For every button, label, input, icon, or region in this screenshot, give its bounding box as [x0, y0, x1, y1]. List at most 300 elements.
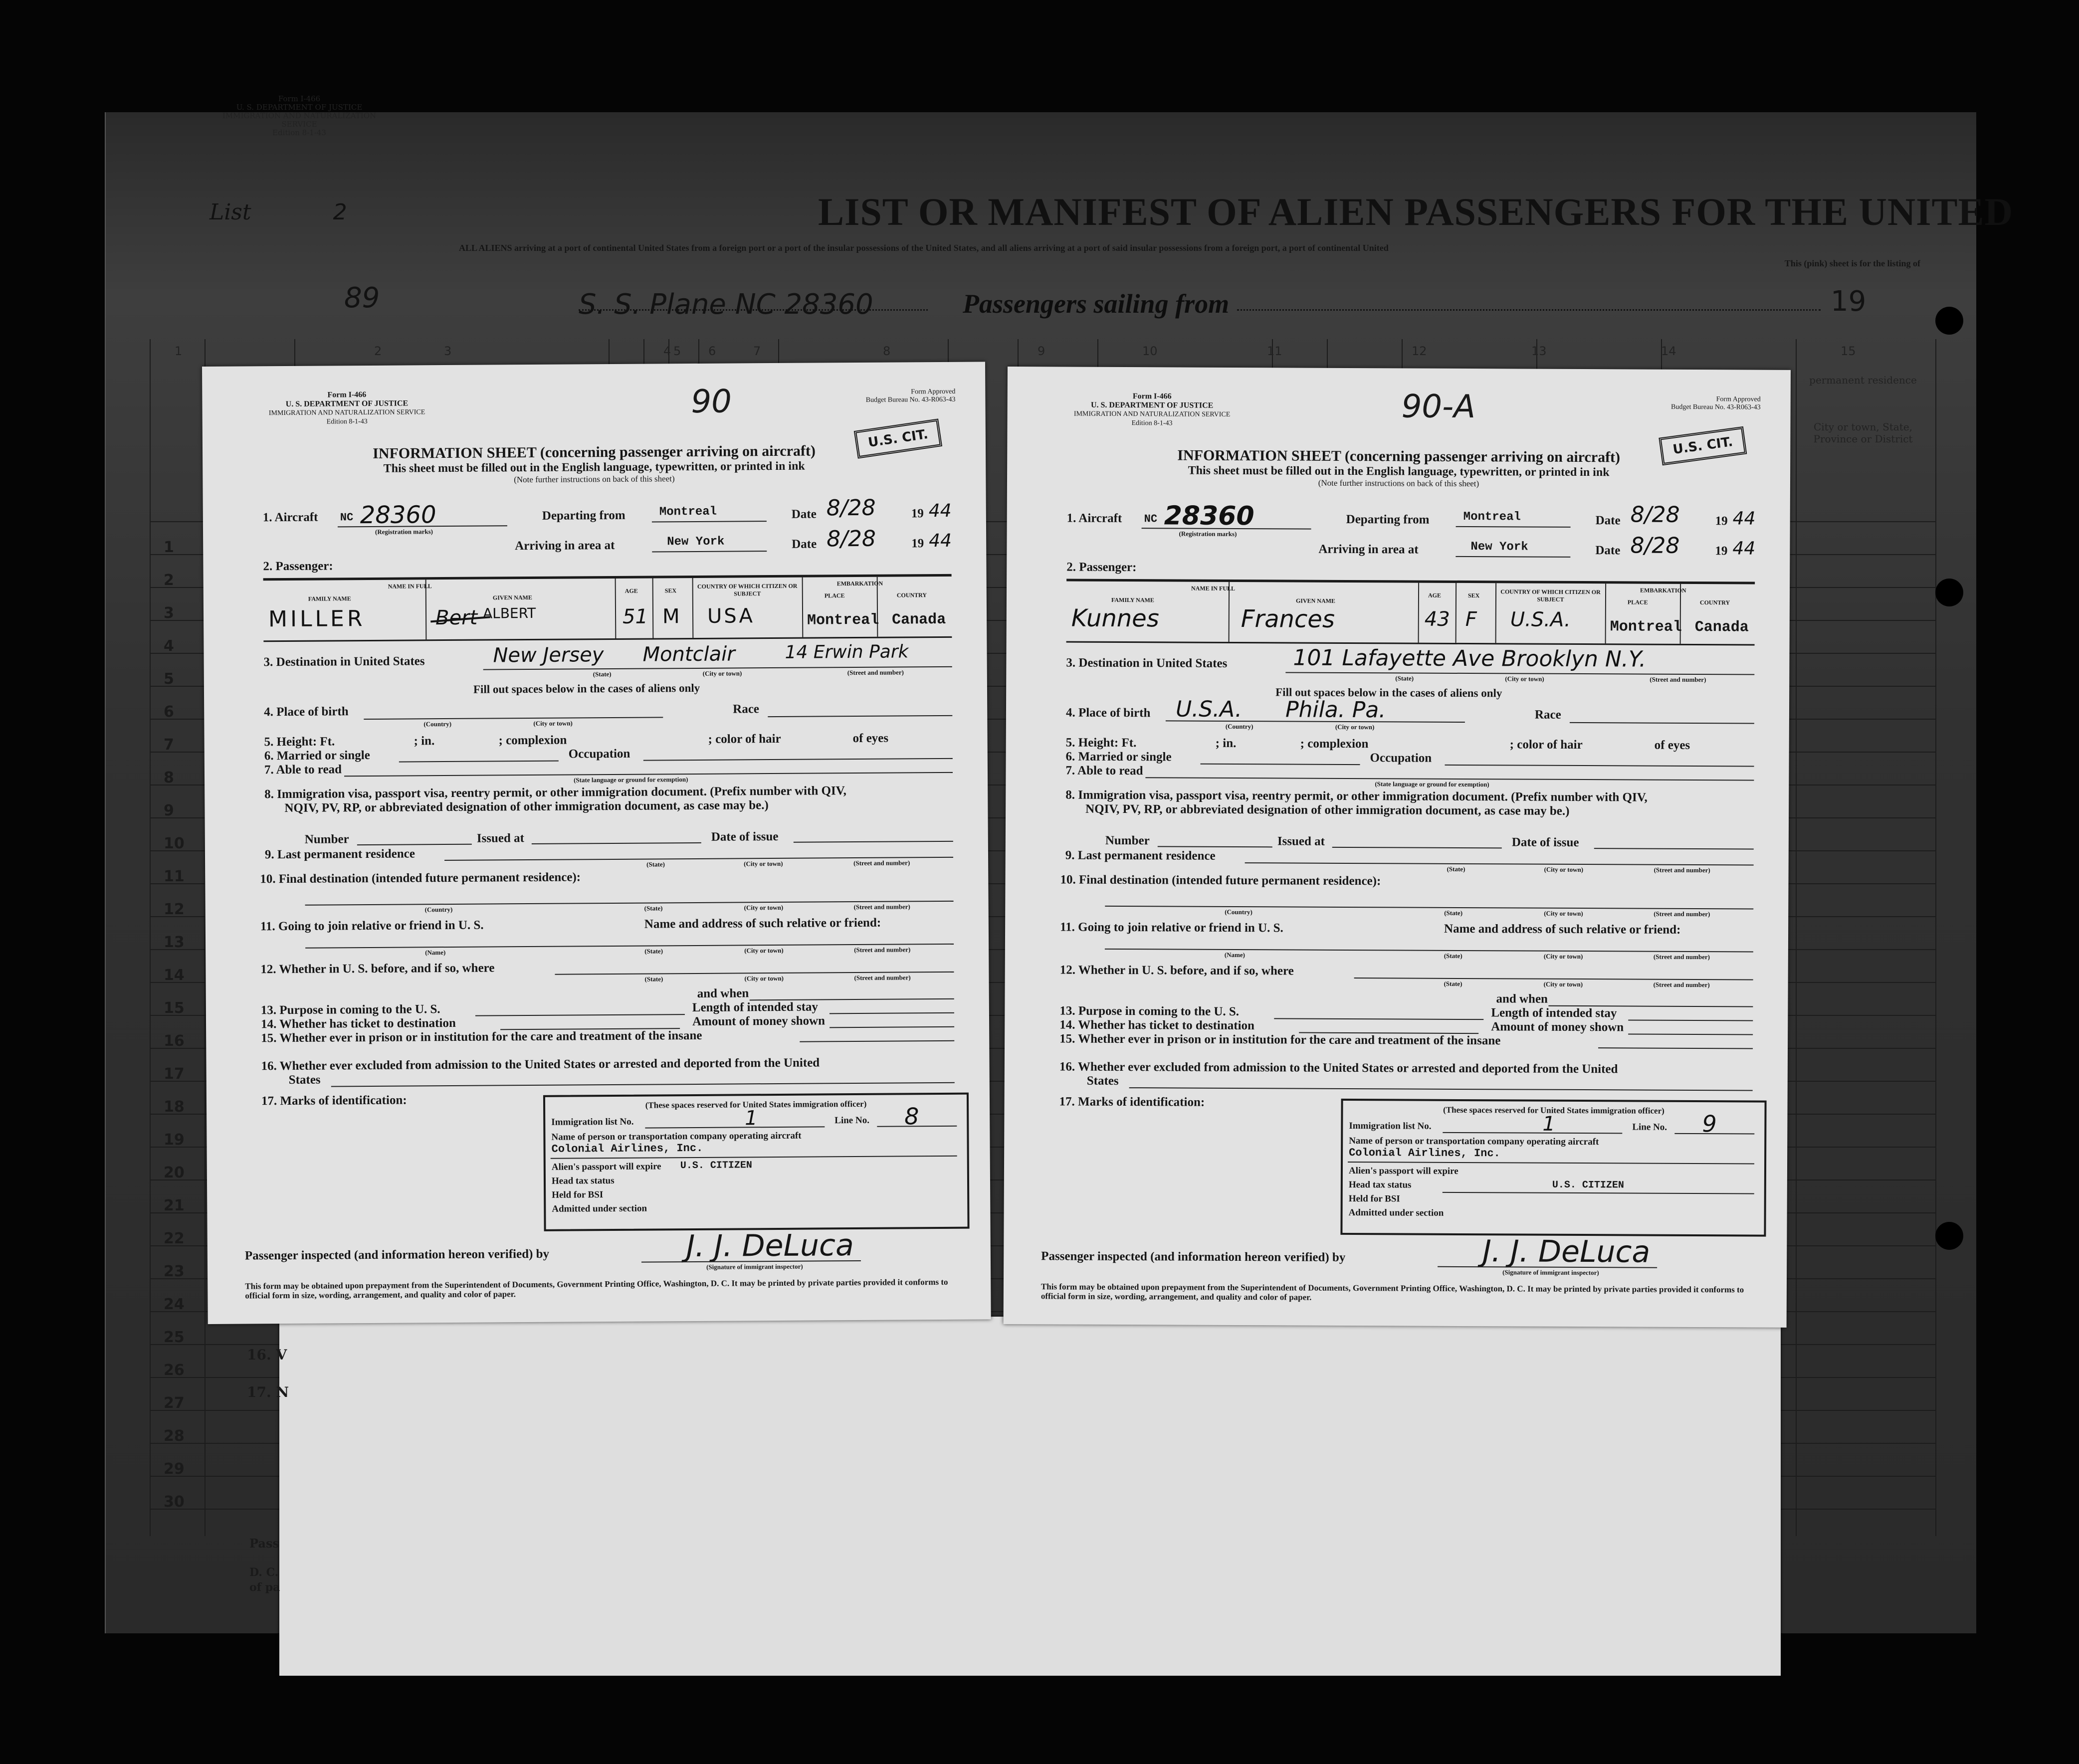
- form-id: [1057, 392, 1247, 428]
- manifest-column-number: 1: [175, 344, 183, 358]
- family-name: Kunnes: [1071, 604, 1159, 633]
- excluded-underline: [331, 1082, 955, 1087]
- head-tax-label: Head tax status: [551, 1175, 615, 1186]
- country-citizen-header: COUNTRY OF WHICH CITIZEN OR SUBJECT: [697, 582, 798, 597]
- city-caption: (City or town): [533, 719, 573, 727]
- manifest-row-number: 27: [164, 1394, 185, 1412]
- head-tax-label: Head tax status: [1348, 1179, 1412, 1190]
- place-header: PLACE: [824, 592, 845, 599]
- citizen-stamp: U.S. CIT.: [854, 418, 942, 458]
- read-label: 7. Able to read: [1065, 764, 1143, 778]
- aircraft-registration: 28360: [360, 501, 436, 530]
- street-caption: (Street and number): [853, 859, 910, 867]
- country-caption: (Country): [1225, 908, 1252, 916]
- city-caption: (City or town): [1544, 865, 1584, 874]
- grid-line: [150, 339, 151, 1536]
- manifest-sailing-label: Passengers sailing from: [963, 289, 1230, 319]
- immigration-list-value: 1: [1542, 1112, 1555, 1136]
- manifest-column-number: 12: [1412, 344, 1427, 358]
- registration-caption: (Registration marks): [1179, 530, 1237, 538]
- underlying-item-16: 16. V: [247, 1347, 287, 1363]
- form-number: Form I-466: [327, 390, 367, 399]
- grid-line: [1935, 339, 1936, 1536]
- manifest-title: LIST OR MANIFEST OF ALIEN PASSENGERS FOR THE UNITED: [818, 190, 2013, 233]
- name-caption: (Name): [425, 949, 446, 957]
- complexion-label: ; complexion: [1300, 737, 1369, 751]
- language-caption: (State language or ground for exemption): [1375, 780, 1489, 788]
- service: IMMIGRATION AND NATURALIZATION SERVICE: [1073, 410, 1231, 418]
- hair-label: ; color of hair: [1509, 738, 1583, 752]
- table-divider: [1455, 583, 1457, 643]
- form-title: INFORMATION SHEET (concerning passenger arriving on aircraft): [1177, 447, 1621, 466]
- and-when-label: and when: [697, 986, 749, 1000]
- manifest-row-number: 2: [164, 572, 174, 589]
- city-caption: (City or town): [744, 974, 784, 982]
- arriving-label: Arriving in area at: [1318, 542, 1419, 557]
- passport-expire-label: Alien's passport will expire: [1348, 1165, 1458, 1176]
- birth-city: Phila. Pa.: [1285, 697, 1386, 723]
- passenger-label: 2. Passenger:: [1066, 560, 1137, 575]
- arrival-year-prefix: 19: [911, 537, 924, 551]
- immigration-list-label: Immigration list No.: [551, 1116, 634, 1128]
- city-caption: (City or town): [1544, 909, 1583, 918]
- married-underline: [1201, 764, 1360, 765]
- street-caption: (Street and number): [854, 974, 911, 982]
- operator-company: Colonial Airlines, Inc.: [551, 1142, 703, 1156]
- service: IMMIGRATION AND NATURALIZATION SERVICE: [268, 408, 425, 417]
- department: U. S. DEPARTMENT OF JUSTICE: [285, 399, 409, 408]
- punch-hole: [1935, 579, 1963, 606]
- manifest-row-number: 26: [164, 1362, 185, 1379]
- previous-visit-underline: [1354, 978, 1753, 980]
- excluded-underline: [1129, 1087, 1753, 1091]
- passenger-label: 2. Passenger:: [263, 559, 333, 574]
- previous-visit-label: 12. Whether in U. S. before, and if so, where: [260, 961, 495, 977]
- departing-label: Departing from: [542, 508, 625, 523]
- manifest-row-number: 3: [164, 604, 174, 622]
- manifest-row-number: 12: [164, 901, 185, 918]
- prison-underline: [800, 1040, 954, 1042]
- last-residence-label: 9. Last permanent residence: [1065, 848, 1216, 863]
- officer-box-header: (These spaces reserved for United States immigration officer): [1443, 1105, 1664, 1116]
- admitted-label: Admitted under section: [1348, 1207, 1444, 1218]
- departure-date: 8/28: [1630, 502, 1680, 528]
- sex-value: F: [1465, 608, 1477, 631]
- issued-at-label: Issued at: [476, 831, 525, 845]
- city-caption: (City or town): [744, 859, 783, 868]
- street-caption: (Street and number): [854, 946, 911, 954]
- manifest-column-number: 7: [753, 344, 761, 358]
- manifest-row-number: 5: [164, 670, 174, 688]
- age-header: AGE: [624, 587, 638, 594]
- final-destination-label: 10. Final destination (intended future permanent residence):: [1060, 873, 1381, 888]
- form-subtitle: This sheet must be filled out in the English language, typewritten, or printed in ink: [1188, 464, 1610, 479]
- birth-country: U.S.A.: [1175, 696, 1243, 723]
- birthplace-label: 4. Place of birth: [264, 705, 349, 719]
- previous-visit-label: 12. Whether in U. S. before, and if so, where: [1059, 963, 1294, 978]
- prison-label: 15. Whether ever in prison or in institution for the care and treatment of the insane: [261, 1028, 702, 1045]
- table-divider: [652, 578, 654, 638]
- state-caption: (State): [644, 904, 663, 912]
- date-issue-underline: [794, 841, 953, 843]
- state-caption: (State): [1444, 952, 1462, 960]
- manifest-row-number: 11: [164, 868, 185, 885]
- bsi-label: Held for BSI: [1348, 1193, 1400, 1204]
- manifest-column-number: 3: [444, 344, 452, 358]
- age-value: 43: [1424, 607, 1450, 631]
- aircraft-registration: 28360: [1164, 501, 1254, 532]
- hair-label: ; color of hair: [708, 732, 781, 746]
- departing-label: Departing from: [1346, 512, 1430, 527]
- prison-label: 15. Whether ever in prison or in institution for the care and treatment of the insane: [1059, 1032, 1501, 1048]
- manifest-row-number: 8: [164, 769, 174, 786]
- budget-bureau-number: Budget Bureau No. 43-R063-43: [1670, 403, 1761, 411]
- final-destination-underline: [1105, 906, 1753, 910]
- country-citizen-header: COUNTRY OF WHICH CITIZEN OR SUBJECT: [1500, 588, 1601, 603]
- manifest-list-label: List: [209, 199, 251, 225]
- underlying-paper-fragment: of pa: [249, 1581, 280, 1594]
- occupation-underline: [1445, 765, 1754, 767]
- operator-label: Name of person or transportation company operating aircraft: [1349, 1136, 1599, 1148]
- approved-label: Form Approved: [1716, 395, 1761, 403]
- purpose-label: 13. Purpose in coming to the U. S.: [260, 1002, 440, 1017]
- eyes-label: of eyes: [1654, 738, 1690, 752]
- ticket-label: 14. Whether has ticket to destination: [1059, 1018, 1255, 1033]
- given-name: ALBERT: [482, 604, 536, 622]
- occupation-label: Occupation: [1370, 751, 1432, 765]
- head-tax-underline: [1443, 1192, 1754, 1194]
- given-name-struck: Bert: [435, 606, 478, 630]
- married-label: 6. Married or single: [1065, 750, 1172, 764]
- city-caption: (City or town): [1543, 952, 1583, 961]
- length-stay-underline: [1628, 1019, 1753, 1021]
- operator-company: Colonial Airlines, Inc.: [1349, 1147, 1500, 1160]
- information-sheet-left: [202, 362, 991, 1324]
- manifest-column-number: 11: [1267, 344, 1282, 358]
- occupation-underline: [643, 758, 953, 761]
- relative-address-label: Name and address of such relative or friend:: [1444, 922, 1681, 937]
- underlying-form-sheet: [247, 1317, 1781, 1676]
- purpose-underline: [475, 1014, 685, 1016]
- manifest-row-number: 14: [164, 967, 185, 984]
- length-stay-label: Length of intended stay: [1491, 1006, 1617, 1020]
- state-caption: (State): [644, 947, 663, 955]
- prison-underline: [1598, 1047, 1753, 1049]
- number-label: Number: [304, 832, 349, 846]
- aircraft-label: 1. Aircraft: [1066, 511, 1122, 526]
- date-issue-label: Date of issue: [711, 829, 779, 844]
- table-divider: [263, 581, 264, 640]
- manifest-row-number: 29: [164, 1460, 185, 1478]
- manifest-row-number: 1: [164, 539, 174, 556]
- name-in-full-header: NAME IN FULL: [1191, 585, 1236, 592]
- city-caption: (City or town): [1335, 723, 1375, 731]
- state-caption: (State): [1395, 674, 1414, 682]
- manifest-service: IMMIGRATION AND NATURALIZATION SERVICE: [222, 111, 377, 129]
- marks-label: 17. Marks of identification:: [261, 1093, 407, 1108]
- embarkation-country: Canada: [1694, 619, 1749, 636]
- sex-header: SEX: [664, 587, 677, 594]
- manifest-form-number: Form I-466: [278, 94, 321, 103]
- manifest-row-number: 15: [164, 999, 185, 1017]
- embarkation-header: EMBARKATION: [1640, 587, 1686, 594]
- form-note: (Note further instructions on back of this sheet): [1318, 478, 1479, 489]
- relative-underline: [1105, 949, 1753, 953]
- edition: Edition 8-1-43: [1131, 419, 1173, 427]
- manifest-column-number: 2: [374, 344, 382, 358]
- date-issue-label: Date of issue: [1511, 835, 1579, 850]
- manifest-row-number: 25: [164, 1329, 185, 1346]
- manifest-edition: Edition 8-1-43: [272, 128, 326, 137]
- relative-address-label: Name and address of such relative or friend:: [644, 916, 881, 931]
- name-caption: (Name): [1224, 951, 1246, 959]
- manifest-row-number: 24: [164, 1296, 185, 1313]
- signature-caption: (Signature of immigrant inspector): [706, 1262, 803, 1271]
- manifest-row-number: 18: [164, 1098, 185, 1116]
- manifest-row-number: 30: [164, 1493, 185, 1511]
- table-divider: [1495, 583, 1497, 643]
- aliens-only-note: Fill out spaces below in the cases of aliens only: [473, 681, 700, 696]
- aircraft-prefix: NC: [1144, 513, 1158, 526]
- document-line-b: NQIV, PV, RP, or abbreviated designation of other immigration document, as case may be.): [284, 798, 769, 815]
- family-name: MILLER: [268, 606, 366, 632]
- table-divider: [1418, 583, 1420, 643]
- manifest-city-state-label: City or town, State, Province or District: [1813, 421, 1913, 445]
- manifest-row-number: 22: [164, 1230, 185, 1247]
- manifest-form-header: [209, 95, 389, 137]
- date-label: Date: [1595, 514, 1621, 528]
- passenger-table: [263, 574, 952, 642]
- departure-year-prefix: 19: [911, 507, 924, 521]
- family-name-header: FAMILY NAME: [308, 595, 351, 602]
- underlying-item-17: 17. N: [247, 1384, 289, 1400]
- immigration-list-label: Immigration list No.: [1349, 1121, 1432, 1132]
- form-approved: [1596, 395, 1761, 411]
- issued-at-label: Issued at: [1277, 834, 1325, 848]
- registration-caption: (Registration marks): [375, 528, 433, 536]
- city-caption: (City or town): [702, 669, 742, 677]
- ticket-label: 14. Whether has ticket to destination: [260, 1016, 456, 1031]
- manifest-row-number: 4: [164, 637, 174, 655]
- table-divider: [802, 578, 804, 637]
- line-no-value: 9: [1702, 1110, 1717, 1138]
- edition: Edition 8-1-43: [326, 417, 368, 426]
- issued-underline: [532, 842, 701, 844]
- city-caption: (City or town): [744, 946, 784, 955]
- manifest-sailing-line: [1237, 309, 1821, 311]
- street-caption: (Street and number): [1650, 675, 1706, 684]
- document-line-b: NQIV, PV, RP, or abbreviated designation of other immigration document, as case may be.): [1085, 802, 1570, 818]
- given-name: Frances: [1241, 605, 1335, 633]
- operator-label: Name of person or transportation company operating aircraft: [551, 1130, 802, 1143]
- manifest-row-number: 19: [164, 1131, 185, 1149]
- married-label: 6. Married or single: [264, 748, 370, 763]
- arriving-at: New York: [667, 535, 725, 549]
- country-caption: (Country): [423, 720, 452, 728]
- money-underline: [1628, 1033, 1753, 1035]
- excluded-line-a: 16. Whether ever excluded from admission to the United States or arrested and deported from the United: [1059, 1060, 1618, 1076]
- last-residence-label: 9. Last permanent residence: [264, 847, 415, 862]
- departure-year: 44: [928, 500, 952, 522]
- manifest-column-number: 6: [708, 344, 716, 358]
- state-caption: (State): [644, 975, 663, 983]
- department: U. S. DEPARTMENT OF JUSTICE: [1090, 400, 1214, 410]
- arriving-underline: [652, 551, 767, 552]
- manifest-permanent-residence-label: permanent residence: [1809, 374, 1917, 386]
- embarkation-place: Montreal: [1610, 618, 1682, 636]
- eyes-label: of eyes: [852, 731, 889, 746]
- head-tax-value: U.S. CITIZEN: [680, 1160, 752, 1172]
- form-footer: This form may be obtained upon prepayment from the Superintendent of Documents, Government Printing Office, Washington, D. C. It may be printed by private parties provided it conforms to official form in size, wording, arrangement, and quality and color of paper.: [245, 1277, 948, 1301]
- underlying-passenger-fragment: Pass: [249, 1536, 279, 1551]
- join-relative-label: 11. Going to join relative or friend in U. S.: [260, 918, 484, 934]
- excluded-line-a: 16. Whether ever excluded from admission to the United States or arrested and deported from the United: [261, 1056, 820, 1073]
- form-title-block: [203, 441, 986, 487]
- form-title: INFORMATION SHEET (concerning passenger arriving on aircraft): [373, 442, 816, 462]
- aircraft-label: 1. Aircraft: [262, 510, 318, 525]
- name-in-full-header: NAME IN FULL: [388, 583, 432, 590]
- budget-bureau-number: Budget Bureau No. 43-R063-43: [865, 395, 956, 404]
- departing-from: Montreal: [1463, 510, 1521, 524]
- manifest-row-number: 9: [164, 802, 174, 819]
- height-label: 5. Height: Ft.: [1065, 736, 1137, 750]
- length-stay-label: Length of intended stay: [692, 1000, 819, 1015]
- money-underline: [830, 1026, 954, 1028]
- state-caption: (State): [1444, 980, 1462, 987]
- issued-underline: [1332, 847, 1502, 848]
- admitted-label: Admitted under section: [552, 1203, 647, 1214]
- street-caption: (Street and number): [1654, 866, 1710, 874]
- state-caption: (State): [593, 670, 612, 678]
- country-header: COUNTRY: [1699, 599, 1730, 606]
- number-underline: [1158, 846, 1272, 847]
- family-name-header: FAMILY NAME: [1111, 596, 1154, 604]
- state-caption: (State): [1444, 909, 1463, 917]
- age-value: 51: [622, 605, 648, 628]
- race-label: Race: [1534, 708, 1561, 722]
- married-underline: [399, 761, 559, 763]
- manifest-subtitle-line1: ALL ALIENS arriving at a port of continental United States from a foreign port or a port of the insular possessions of the United States, and all aliens arriving at a port of said insular possessions from a foreign port, a port of continental United: [459, 243, 1389, 253]
- manifest-row-number: 20: [164, 1164, 185, 1181]
- manifest-column-number: 8: [883, 344, 891, 358]
- manifest-row-number: 17: [164, 1065, 185, 1083]
- destination-street: 14 Erwin Park: [785, 641, 909, 663]
- line-no-value: 8: [904, 1103, 919, 1130]
- table-divider: [615, 579, 617, 638]
- manifest-column-number: 9: [1038, 344, 1045, 358]
- form-id: [252, 390, 441, 427]
- sheet-sequence-number: 90-A: [1401, 388, 1476, 426]
- head-tax-value: U.S. CITIZEN: [1552, 1179, 1624, 1191]
- manifest-column-number: 13: [1531, 344, 1547, 358]
- number-underline: [357, 844, 472, 845]
- state-caption: (State): [646, 860, 665, 868]
- aircraft-prefix: NC: [340, 511, 354, 524]
- arrival-year: 44: [929, 530, 952, 552]
- street-caption: (Street and number): [847, 668, 904, 677]
- manifest-row-number: 16: [164, 1032, 185, 1050]
- list-underline: [1443, 1132, 1622, 1134]
- destination-address: 101 Lafayette Ave Brooklyn N.Y.: [1293, 645, 1647, 672]
- length-stay-underline: [830, 1012, 954, 1014]
- embarkation-header: EMBARKATION: [836, 580, 883, 588]
- purpose-underline: [1274, 1018, 1483, 1020]
- form-subtitle: This sheet must be filled out in the English language, typewritten, or printed in ink: [383, 459, 805, 475]
- city-caption: (City or town): [744, 903, 784, 912]
- number-label: Number: [1105, 833, 1150, 848]
- manifest-list-value: 2: [333, 199, 347, 225]
- age-header: AGE: [1428, 591, 1442, 599]
- manifest-column-number: 10: [1142, 344, 1158, 358]
- departing-from: Montreal: [659, 505, 717, 519]
- arriving-label: Arriving in area at: [515, 538, 615, 553]
- operator-underline: [1348, 1162, 1754, 1165]
- birthplace-underline: [364, 717, 663, 720]
- marks-label: 17. Marks of identification:: [1059, 1095, 1205, 1109]
- form-note: (Note further instructions on back of this sheet): [514, 474, 675, 485]
- embarkation-place: Montreal: [807, 611, 879, 629]
- inspector-signature: J. J. DeLuca: [686, 1228, 854, 1264]
- manifest-row-number: 28: [164, 1427, 185, 1445]
- read-label: 7. Able to read: [264, 763, 342, 777]
- departure-date: 8/28: [826, 495, 876, 521]
- aliens-only-note: Fill out spaces below in the cases of aliens only: [1275, 686, 1502, 700]
- manifest-row-number: 6: [164, 703, 174, 721]
- passport-expire-label: Alien's passport will expire: [551, 1161, 661, 1173]
- date-issue-underline: [1594, 848, 1754, 849]
- line-underline: [1674, 1133, 1754, 1135]
- manifest-column-number: 4: [663, 344, 671, 358]
- inspected-label: Passenger inspected (and information hereon verified) by: [1041, 1249, 1346, 1264]
- arriving-underline: [1455, 556, 1570, 558]
- given-name-header: GIVEN NAME: [492, 593, 532, 601]
- sex-value: M: [662, 605, 680, 628]
- grid-line: [1796, 339, 1797, 1536]
- arrival-year-prefix: 19: [1715, 544, 1728, 558]
- given-name-header: GIVEN NAME: [1295, 597, 1336, 604]
- arriving-at: New York: [1470, 540, 1528, 554]
- money-label: Amount of money shown: [692, 1014, 826, 1029]
- table-divider: [1605, 584, 1607, 643]
- manifest-row-number: 23: [164, 1263, 185, 1280]
- city-caption: (City or town): [1505, 675, 1544, 683]
- manifest-column-number: 14: [1661, 344, 1676, 358]
- approved-label: Form Approved: [911, 388, 956, 396]
- destination-city: Montclair: [642, 642, 735, 666]
- city-caption: (City or town): [1543, 980, 1583, 988]
- final-destination-label: 10. Final destination (intended future permanent residence):: [260, 870, 581, 886]
- date-label-2: Date: [1595, 544, 1621, 558]
- date-label: Date: [791, 507, 817, 521]
- destination-state: New Jersey: [493, 643, 604, 667]
- manifest-vessel: S. S. Plane NC 28360: [579, 288, 873, 321]
- destination-label: 3. Destination in United States: [263, 654, 425, 669]
- inspector-signature: J. J. DeLuca: [1482, 1234, 1651, 1270]
- height-label: 5. Height: Ft.: [264, 735, 335, 749]
- destination-label: 3. Destination in United States: [1066, 656, 1228, 670]
- manifest-right-column-header: [1806, 374, 1920, 445]
- race-underline: [768, 715, 952, 717]
- manifest-subtitle-line2: This (pink) sheet is for the listing of: [1784, 258, 1920, 268]
- citizen-value: U.S.A.: [1510, 608, 1571, 631]
- country-caption: (Country): [424, 905, 453, 914]
- country-caption: (Country): [1225, 722, 1253, 731]
- manifest-column-number: 15: [1841, 344, 1856, 358]
- last-residence-underline: [1245, 862, 1754, 865]
- inspected-label: Passenger inspected (and information hereon verified) by: [244, 1247, 550, 1263]
- embarkation-country: Canada: [892, 611, 946, 629]
- street-caption: (Street and number): [1654, 910, 1710, 918]
